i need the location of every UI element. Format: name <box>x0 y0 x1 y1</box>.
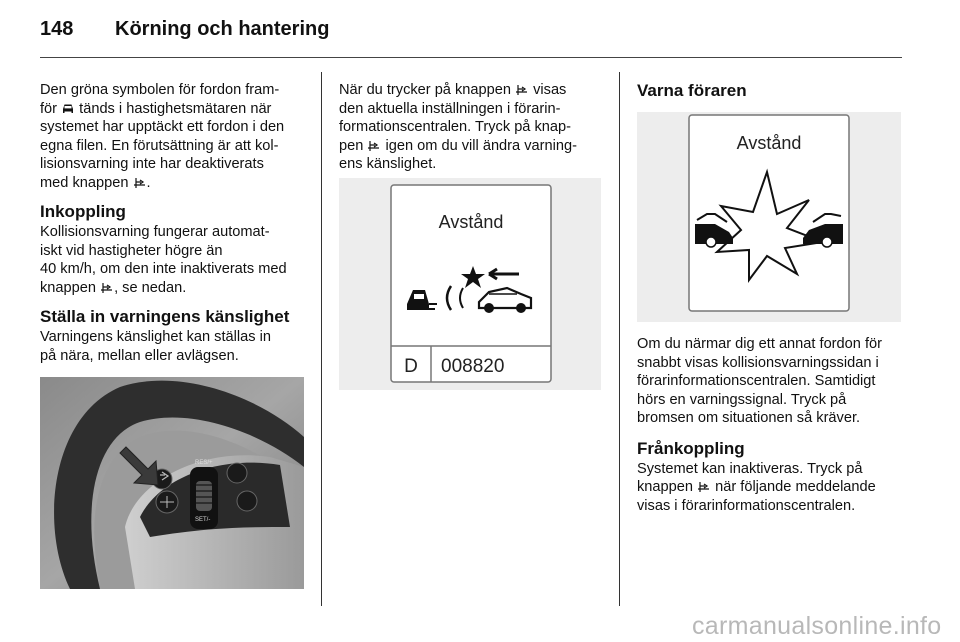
column-3 <box>637 80 905 102</box>
watermark: carmanualsonline.info <box>692 612 942 640</box>
res-label: RES/+ <box>195 460 213 466</box>
warning-display-title: Avstånd <box>736 133 802 153</box>
column-divider-1 <box>321 72 322 606</box>
distance-display-illustration <box>339 178 601 395</box>
paragraph-frankoppling: Systemet kan inaktiveras. Tryck på knappen när följande meddelande visas i förarinformationscentralen. <box>637 460 876 514</box>
header-rule <box>40 57 902 58</box>
paragraph-intro: Den gröna symbolen för fordon fram- för tänds i hastighetsmätaren när systemet har upptäckt ett fordon i den egna filen. En förutsättning är att kol- lisionsvarning inte har deaktiverats med knappen . <box>40 82 285 191</box>
collision-alert-button-icon <box>515 84 529 96</box>
display-title: Avstånd <box>438 212 504 232</box>
column-1 <box>40 81 312 365</box>
paragraph-inkoppling: Kollisionsvarning fungerar automat- iskt vid hastigheter högre än 40 km/h, om den inte inaktiverats med knappen , se nedan. <box>40 224 287 296</box>
gear-indicator: D <box>404 356 418 377</box>
page-title: Körning och hantering <box>115 18 330 40</box>
collision-alert-button-icon <box>367 140 381 152</box>
front-car-icon <box>61 103 75 115</box>
page-header <box>40 18 329 41</box>
heading-inkoppling: Inkoppling <box>40 202 126 221</box>
collision-alert-button-icon <box>133 177 147 189</box>
collision-alert-button-icon <box>100 282 114 294</box>
collision-warning-display-illustration <box>637 112 901 327</box>
set-label: SET/- <box>195 517 211 523</box>
column-3-text <box>637 335 905 515</box>
steering-wheel-illustration <box>40 377 304 594</box>
page-number: 148 <box>40 18 74 40</box>
heading-varna: Varna föraren <box>637 81 747 100</box>
column-2 <box>339 81 611 174</box>
heading-frankoppling: Frånkoppling <box>637 438 745 458</box>
column-divider-2 <box>619 72 620 606</box>
paragraph-kanslighet: Varningens känslighet kan ställas in på nära, mellan eller avlägsen. <box>40 329 271 364</box>
collision-alert-button-icon <box>697 481 711 493</box>
paragraph-sensitivity: När du trycker på knappen visas den aktuella inställningen i förarin- formationscentralen. Tryck på knap- pen igen om du vill ändra varning- ens känslighet. <box>339 82 577 172</box>
heading-kanslighet: Ställa in varningens känslighet <box>40 307 290 326</box>
odometer-value: 008820 <box>441 356 505 377</box>
paragraph-warning: Om du närmar dig ett annat fordon för snabbt visas kollisionsvarningssidan i förarinformationscentralen. Samtidigt hörs en varningssignal. Tryck på bromsen om situationen så kräver. <box>637 336 882 426</box>
